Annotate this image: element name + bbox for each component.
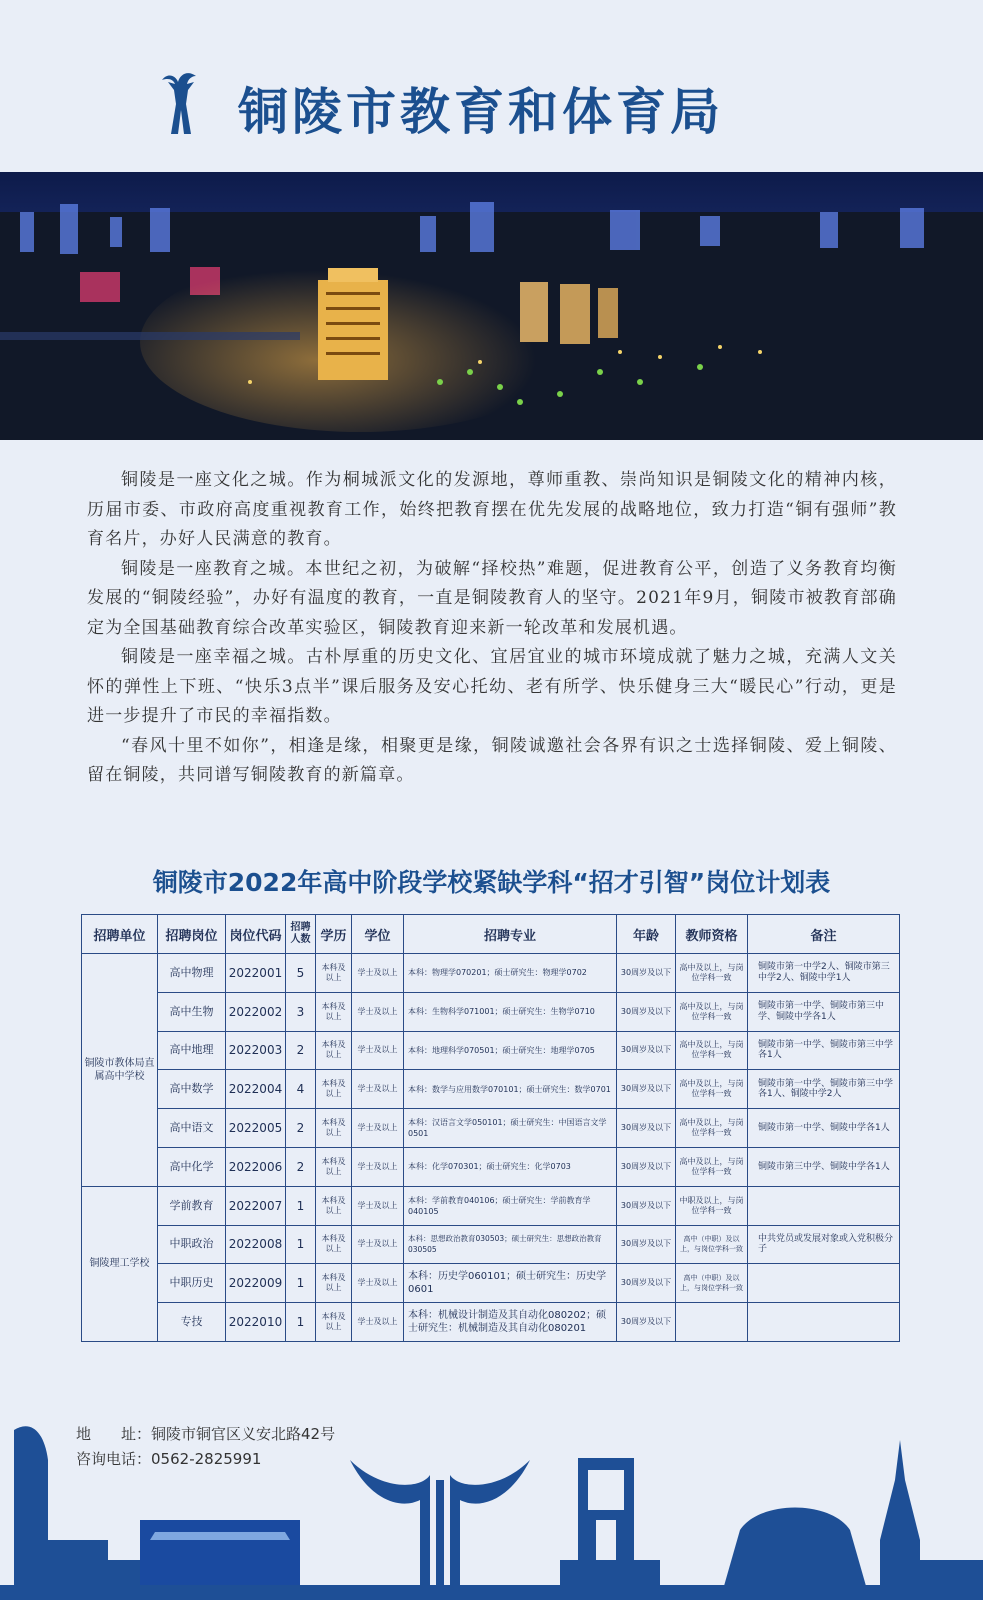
education-cell: 本科及以上 bbox=[316, 1225, 352, 1264]
cert-cell: 高中及以上，与岗位学科一致 bbox=[676, 1109, 748, 1148]
major-cell: 本科：历史学060101；硕士研究生：历史学0601 bbox=[404, 1264, 617, 1303]
cert-cell: 高中及以上，与岗位学科一致 bbox=[676, 1147, 748, 1186]
note-cell: 铜陵市第一中学、铜陵市第三中学各1人 bbox=[748, 1031, 900, 1070]
education-cell: 本科及以上 bbox=[316, 1303, 352, 1342]
intro-paragraph-1: 铜陵是一座文化之城。作为桐城派文化的发源地，尊师重教、崇尚知识是铜陵文化的精神内核，历届市委、市政府高度重视教育工作，始终把教育摆在优先发展的战略地位，致力打造“铜有强师”教育名片，办好人民满意的教育。 bbox=[87, 470, 897, 549]
degree-cell: 学士及以上 bbox=[352, 1186, 404, 1225]
code-cell: 2022004 bbox=[226, 1070, 286, 1109]
post-cell: 中职历史 bbox=[158, 1264, 226, 1303]
education-cell: 本科及以上 bbox=[316, 992, 352, 1031]
note-cell: 铜陵市第一中学、铜陵市第三中学、铜陵中学各1人 bbox=[748, 992, 900, 1031]
code-cell: 2022008 bbox=[226, 1225, 286, 1264]
code-cell: 2022003 bbox=[226, 1031, 286, 1070]
education-cell: 本科及以上 bbox=[316, 1264, 352, 1303]
age-cell: 30周岁及以下 bbox=[617, 954, 676, 993]
table-header-row bbox=[82, 915, 900, 954]
post-cell: 中职政治 bbox=[158, 1225, 226, 1264]
major-cell: 本科：思想政治教育030503；硕士研究生：思想政治教育030505 bbox=[404, 1225, 617, 1264]
code-cell: 2022010 bbox=[226, 1303, 286, 1342]
col-header-age: 年龄 bbox=[617, 915, 676, 954]
code-cell: 2022005 bbox=[226, 1109, 286, 1148]
col-header-education: 学历 bbox=[316, 915, 352, 954]
table-row bbox=[82, 1031, 900, 1070]
col-header-code: 岗位代码 bbox=[226, 915, 286, 954]
col-header-note: 备注 bbox=[748, 915, 900, 954]
table-row bbox=[82, 1109, 900, 1148]
col-header-cert: 教师资格 bbox=[676, 915, 748, 954]
address-value: 铜陵市铜官区义安北路42号 bbox=[151, 1425, 336, 1443]
intro-paragraph-2: 铜陵是一座教育之城。本世纪之初，为破解“择校热”难题，促进教育公平，创造了义务教育均衡发展的“铜陵经验”，办好有温度的教育，一直是铜陵教育人的坚守。2021年9月，铜陵市被教育部确定为全国基础教育综合改革实验区，铜陵教育迎来新一轮改革和发展机遇。 bbox=[87, 558, 897, 638]
note-cell: 中共党员或发展对象或入党积极分子 bbox=[748, 1225, 900, 1264]
col-header-count: 招聘人数 bbox=[286, 915, 316, 954]
note-cell: 铜陵市第三中学、铜陵中学各1人 bbox=[748, 1147, 900, 1186]
code-cell: 2022002 bbox=[226, 992, 286, 1031]
col-header-post: 招聘岗位 bbox=[158, 915, 226, 954]
count-cell: 2 bbox=[286, 1147, 316, 1186]
education-cell: 本科及以上 bbox=[316, 1109, 352, 1148]
table-title: 铜陵市2022年高中阶段学校紧缺学科“招才引智”岗位计划表 bbox=[152, 868, 831, 897]
post-cell: 高中生物 bbox=[158, 992, 226, 1031]
age-cell: 30周岁及以下 bbox=[617, 1070, 676, 1109]
table-row bbox=[82, 1147, 900, 1186]
major-cell: 本科：学前教育040106；硕士研究生：学前教育学040105 bbox=[404, 1186, 617, 1225]
recruitment-plan-table bbox=[81, 914, 900, 1342]
table-row bbox=[82, 954, 900, 993]
table-row bbox=[82, 992, 900, 1031]
cert-cell: 中职及以上，与岗位学科一致 bbox=[676, 1186, 748, 1225]
unit-cell: 铜陵市教体局直属高中学校 bbox=[82, 954, 158, 1187]
post-cell: 高中化学 bbox=[158, 1147, 226, 1186]
col-header-major: 招聘专业 bbox=[404, 915, 617, 954]
education-cell: 本科及以上 bbox=[316, 1031, 352, 1070]
address-line bbox=[76, 1422, 335, 1447]
major-cell: 本科：物理学070201；硕士研究生：物理学0702 bbox=[404, 954, 617, 993]
table-row bbox=[82, 1070, 900, 1109]
age-cell: 30周岁及以下 bbox=[617, 1186, 676, 1225]
phone-line bbox=[76, 1447, 335, 1472]
major-cell: 本科：地理科学070501；硕士研究生：地理学0705 bbox=[404, 1031, 617, 1070]
education-cell: 本科及以上 bbox=[316, 954, 352, 993]
note-cell bbox=[748, 1186, 900, 1225]
age-cell: 30周岁及以下 bbox=[617, 1109, 676, 1148]
unit-cell: 铜陵理工学校 bbox=[82, 1186, 158, 1341]
contact-info bbox=[76, 1422, 335, 1472]
table-row bbox=[82, 1186, 900, 1225]
degree-cell: 学士及以上 bbox=[352, 1109, 404, 1148]
age-cell: 30周岁及以下 bbox=[617, 1031, 676, 1070]
degree-cell: 学士及以上 bbox=[352, 1225, 404, 1264]
degree-cell: 学士及以上 bbox=[352, 1070, 404, 1109]
major-cell: 本科：机械设计制造及其自动化080202；硕士研究生：机械制造及其自动化080201 bbox=[404, 1303, 617, 1342]
header bbox=[0, 0, 983, 170]
major-cell: 本科：化学070301；硕士研究生：化学0703 bbox=[404, 1147, 617, 1186]
age-cell: 30周岁及以下 bbox=[617, 1303, 676, 1342]
count-cell: 3 bbox=[286, 992, 316, 1031]
cert-cell: 高中（中职）及以上，与岗位学科一致 bbox=[676, 1225, 748, 1264]
degree-cell: 学士及以上 bbox=[352, 1264, 404, 1303]
degree-cell: 学士及以上 bbox=[352, 992, 404, 1031]
education-cell: 本科及以上 bbox=[316, 1186, 352, 1225]
code-cell: 2022001 bbox=[226, 954, 286, 993]
cert-cell: 高中及以上，与岗位学科一致 bbox=[676, 1031, 748, 1070]
address-label: 地 址： bbox=[76, 1425, 152, 1443]
count-cell: 1 bbox=[286, 1225, 316, 1264]
intro-paragraph-4: “春风十里不如你”，相逢是缘，相聚更是缘，铜陵诚邀社会各界有识之士选择铜陵、爱上铜陵、留在铜陵，共同谱写铜陵教育的新篇章。 bbox=[87, 735, 897, 785]
note-cell: 铜陵市第一中学、铜陵市第三中学各1人、铜陵中学2人 bbox=[748, 1070, 900, 1109]
post-cell: 高中地理 bbox=[158, 1031, 226, 1070]
org-title: 铜陵市教育和体育局 bbox=[238, 83, 724, 141]
count-cell: 2 bbox=[286, 1031, 316, 1070]
post-cell: 高中数学 bbox=[158, 1070, 226, 1109]
age-cell: 30周岁及以下 bbox=[617, 1225, 676, 1264]
age-cell: 30周岁及以下 bbox=[617, 992, 676, 1031]
major-cell: 本科：汉语言文学050101；硕士研究生：中国语言文学0501 bbox=[404, 1109, 617, 1148]
post-cell: 高中语文 bbox=[158, 1109, 226, 1148]
age-cell: 30周岁及以下 bbox=[617, 1147, 676, 1186]
education-cell: 本科及以上 bbox=[316, 1147, 352, 1186]
note-cell: 铜陵市第一中学2人、铜陵市第三中学2人、铜陵中学1人 bbox=[748, 954, 900, 993]
cert-cell: 高中及以上，与岗位学科一致 bbox=[676, 992, 748, 1031]
degree-cell: 学士及以上 bbox=[352, 1303, 404, 1342]
degree-cell: 学士及以上 bbox=[352, 954, 404, 993]
count-cell: 1 bbox=[286, 1303, 316, 1342]
cert-cell: 高中（中职）及以上，与岗位学科一致 bbox=[676, 1264, 748, 1303]
phone-value: 0562-2825991 bbox=[151, 1450, 262, 1468]
count-cell: 1 bbox=[286, 1264, 316, 1303]
count-cell: 2 bbox=[286, 1109, 316, 1148]
cert-cell: 高中及以上，与岗位学科一致 bbox=[676, 954, 748, 993]
post-cell: 专技 bbox=[158, 1303, 226, 1342]
count-cell: 1 bbox=[286, 1186, 316, 1225]
tongling-logo-icon bbox=[158, 70, 204, 138]
cert-cell bbox=[676, 1303, 748, 1342]
phone-label: 咨询电话： bbox=[76, 1450, 152, 1468]
table-row bbox=[82, 1225, 900, 1264]
post-cell: 高中物理 bbox=[158, 954, 226, 993]
intro-paragraph-3: 铜陵是一座幸福之城。古朴厚重的历史文化、宜居宜业的城市环境成就了魅力之城，充满人文关怀的弹性上下班、“快乐3点半”课后服务及安心托幼、老有所学、快乐健身三大“暖民心”行动，更是进一步提升了市民的幸福指数。 bbox=[87, 647, 897, 726]
age-cell: 30周岁及以下 bbox=[617, 1264, 676, 1303]
major-cell: 本科：数学与应用数学070101；硕士研究生：数学0701 bbox=[404, 1070, 617, 1109]
code-cell: 2022006 bbox=[226, 1147, 286, 1186]
note-cell bbox=[748, 1264, 900, 1303]
city-night-photo bbox=[0, 172, 983, 440]
count-cell: 5 bbox=[286, 954, 316, 993]
degree-cell: 学士及以上 bbox=[352, 1031, 404, 1070]
table-row bbox=[82, 1303, 900, 1342]
col-header-degree: 学位 bbox=[352, 915, 404, 954]
table-row bbox=[82, 1264, 900, 1303]
count-cell: 4 bbox=[286, 1070, 316, 1109]
intro-text bbox=[87, 466, 897, 791]
cert-cell: 高中及以上，与岗位学科一致 bbox=[676, 1070, 748, 1109]
note-cell bbox=[748, 1303, 900, 1342]
col-header-unit: 招聘单位 bbox=[82, 915, 158, 954]
post-cell: 学前教育 bbox=[158, 1186, 226, 1225]
code-cell: 2022007 bbox=[226, 1186, 286, 1225]
code-cell: 2022009 bbox=[226, 1264, 286, 1303]
degree-cell: 学士及以上 bbox=[352, 1147, 404, 1186]
note-cell: 铜陵市第一中学、铜陵中学各1人 bbox=[748, 1109, 900, 1148]
education-cell: 本科及以上 bbox=[316, 1070, 352, 1109]
major-cell: 本科：生物科学071001；硕士研究生：生物学0710 bbox=[404, 992, 617, 1031]
